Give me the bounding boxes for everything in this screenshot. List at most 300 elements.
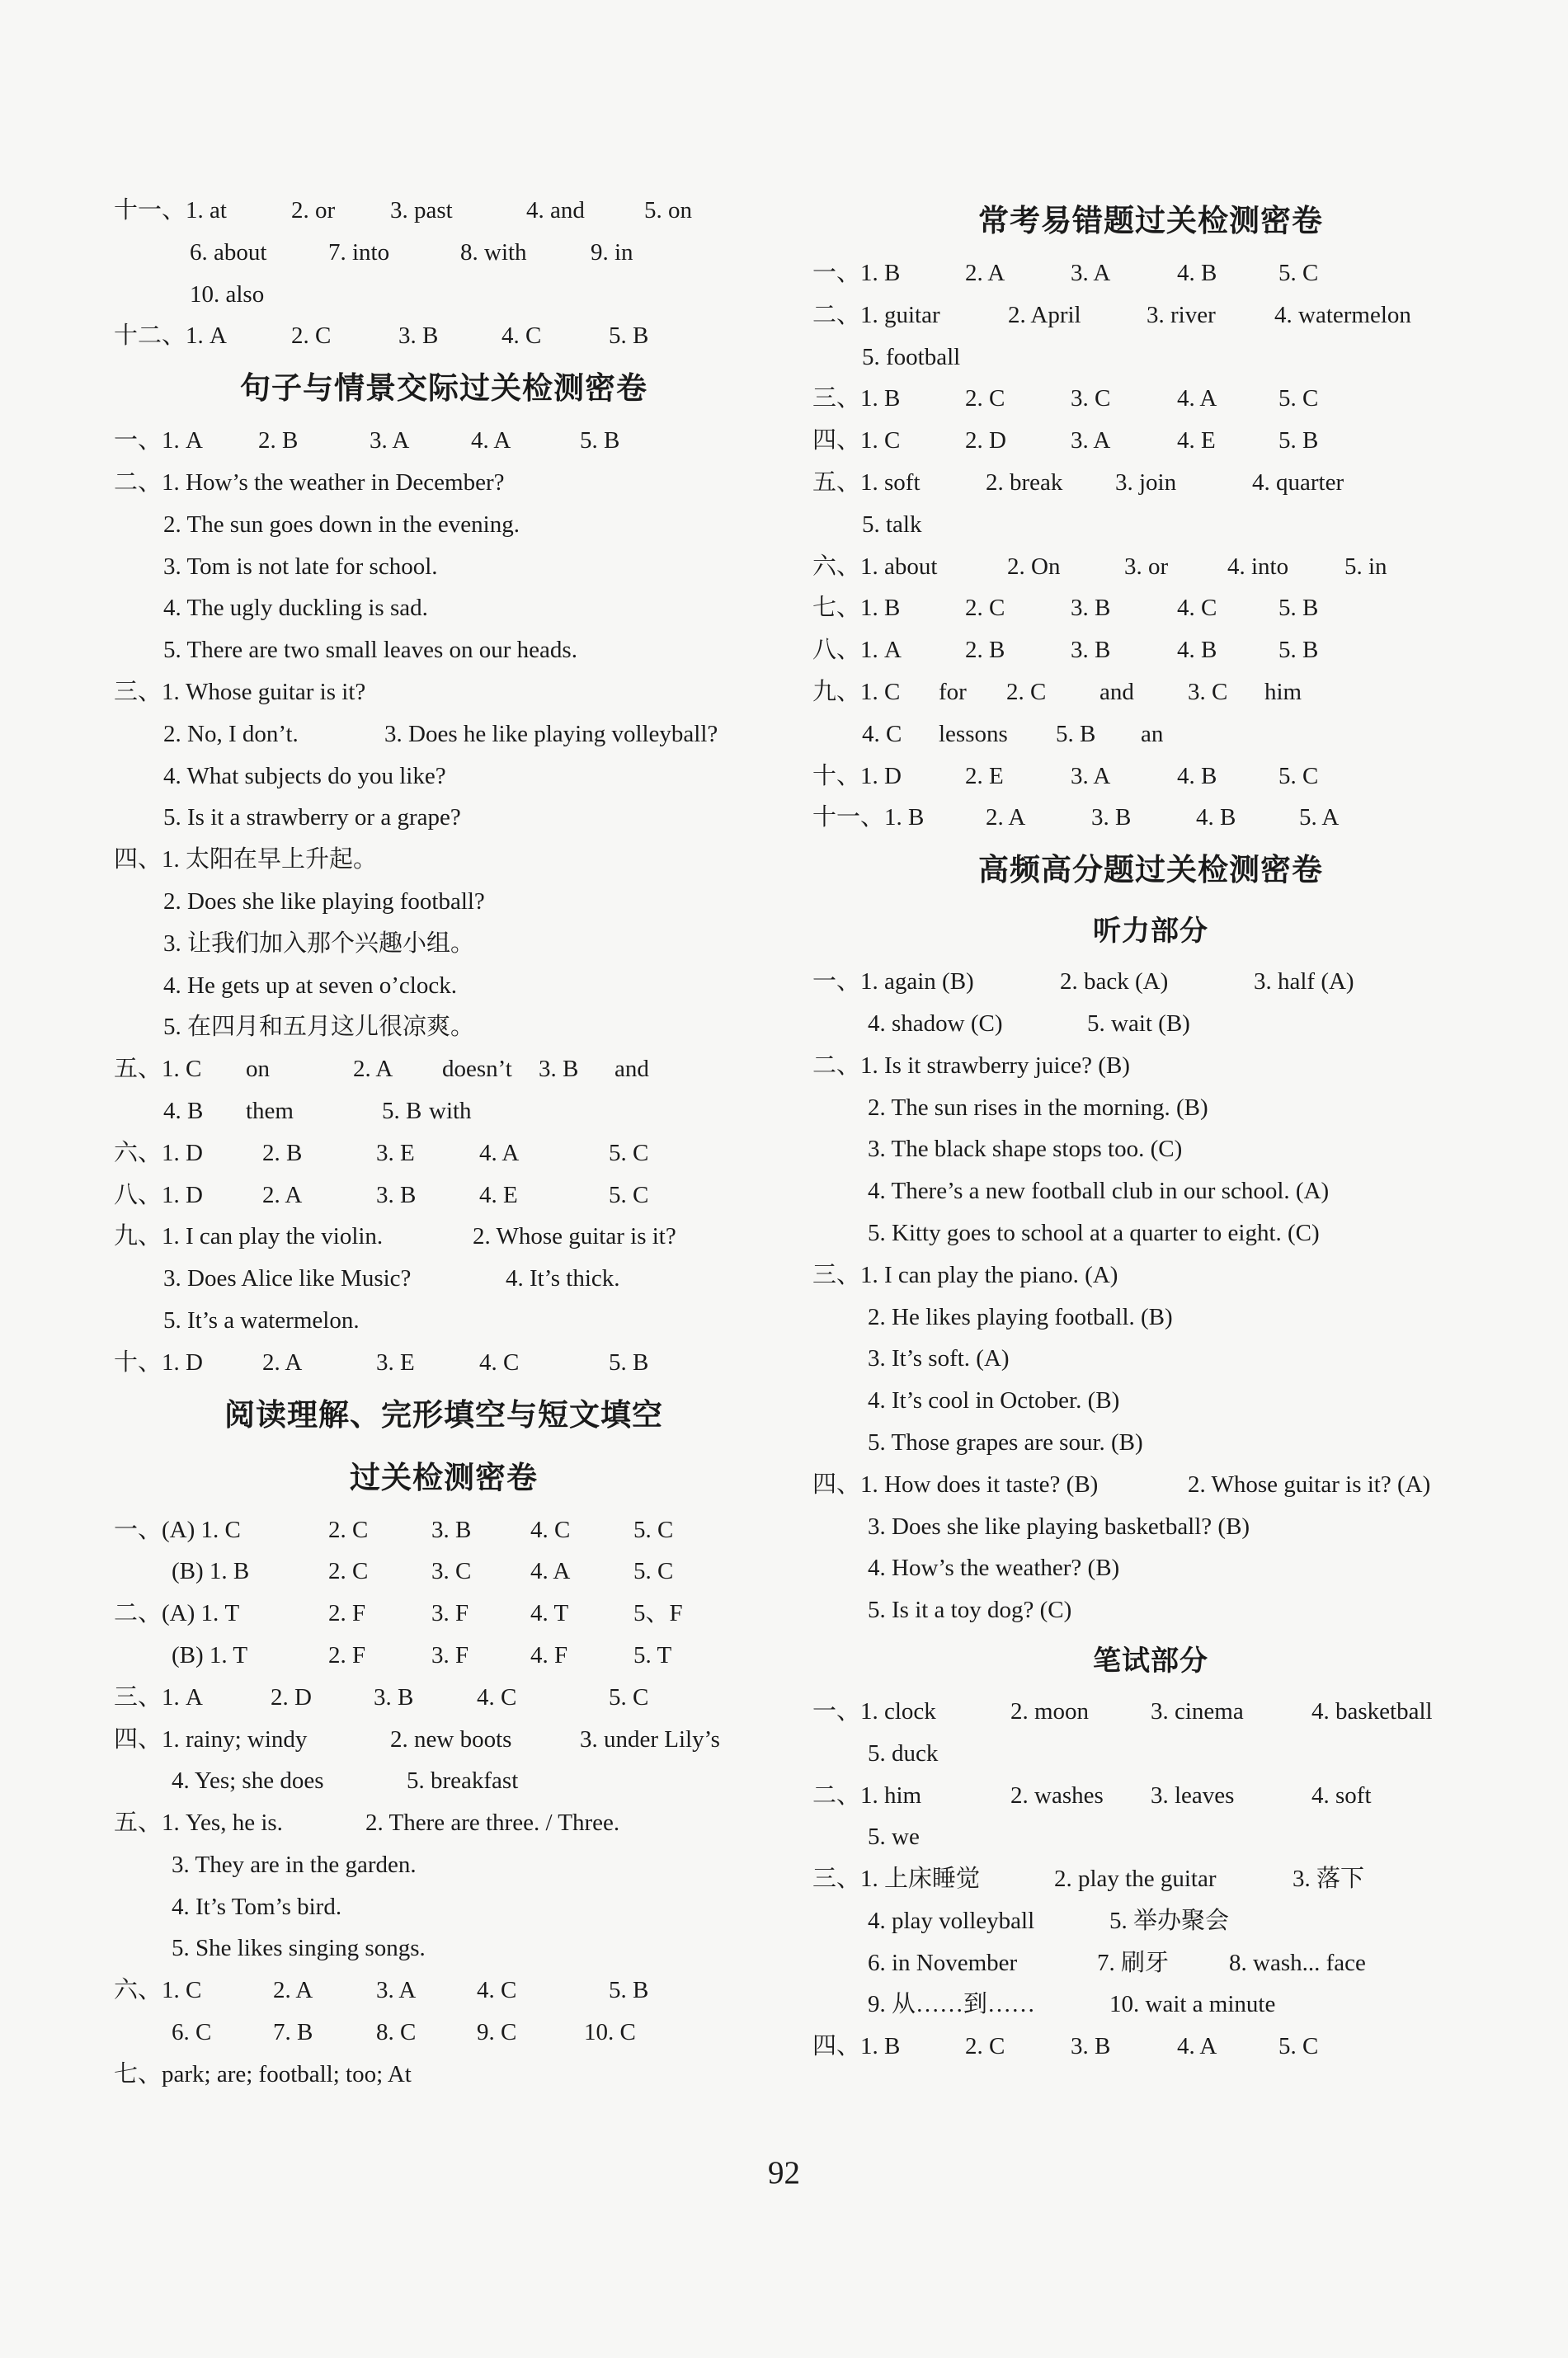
answer-item: 二、1. guitar	[812, 301, 940, 328]
answer-item: 4. C	[477, 1977, 517, 2004]
answer-line	[114, 1342, 774, 1384]
answer-line	[812, 420, 1489, 462]
answer-item: 4. C	[479, 1348, 520, 1376]
answer-item: 十二、1. A	[114, 322, 227, 350]
answer-item: 8. wash... face	[1229, 1949, 1366, 1976]
answer-line	[114, 755, 774, 798]
answer-item: 4. The ugly duckling is sad.	[163, 595, 428, 622]
answer-item: 4. T	[530, 1600, 569, 1627]
answer-item: 3. A	[1071, 260, 1111, 286]
answer-item: 2. A	[273, 1977, 313, 2004]
answer-item: 3. B	[374, 1683, 414, 1711]
answer-item: 2. or	[291, 197, 336, 224]
answer-item: 4. into	[1227, 553, 1289, 580]
answer-item: 3. B	[539, 1056, 579, 1083]
answer-item: 2. C	[1006, 678, 1047, 705]
answer-item: 5. C	[1278, 762, 1319, 789]
answer-item: 九、1. I can play the violin.	[114, 1223, 384, 1250]
answer-line	[812, 1003, 1489, 1045]
answer-item: 六、1. C	[114, 1977, 202, 2004]
answer-item: 3. A	[370, 427, 410, 454]
answer-line	[812, 587, 1489, 629]
answer-item: 七、park; are; football; too; At	[114, 2060, 412, 2087]
answer-item: 十、1. D	[812, 762, 902, 789]
answer-item: 2. C	[965, 595, 1005, 622]
answer-line	[114, 1927, 774, 1970]
answer-item: doesn’t	[442, 1056, 512, 1083]
answer-item: 4. C	[477, 1683, 517, 1711]
answer-item: 八、1. A	[812, 637, 902, 664]
section-heading: 常考易错题过关检测密卷	[978, 203, 1323, 238]
answer-line	[812, 462, 1489, 504]
answer-line	[812, 1858, 1489, 1900]
answer-item: 2. April	[1008, 301, 1081, 328]
answer-item: 4. There’s a new football club in our school. (A)	[868, 1178, 1330, 1205]
answer-line	[114, 1216, 774, 1258]
answer-item: 3. Does Alice like Music?	[163, 1265, 412, 1292]
answer-line	[114, 1258, 774, 1300]
answer-item: 4. C	[530, 1516, 571, 1543]
answer-item: 5. Is it a toy dog? (C)	[868, 1597, 1072, 1624]
answer-item: 5. B	[609, 1977, 649, 2004]
answer-line	[812, 1942, 1489, 1984]
answer-line	[114, 1090, 774, 1132]
right-column	[812, 190, 1489, 2068]
answer-item: 6. in November	[868, 1949, 1018, 1976]
answer-item: 2. F	[328, 1600, 366, 1627]
answer-item: 4. C	[501, 322, 542, 350]
answer-item: 3. past	[390, 197, 453, 224]
answer-line	[812, 1087, 1489, 1129]
answer-item: 4. How’s the weather? (B)	[868, 1555, 1120, 1582]
answer-item: 4. It’s thick.	[506, 1265, 620, 1292]
answer-item: 4. What subjects do you like?	[163, 762, 446, 789]
answer-item: 2. play the guitar	[1054, 1866, 1217, 1893]
answer-item: 2. washes	[1010, 1781, 1104, 1809]
answer-item: 五、1. soft	[812, 468, 921, 496]
answer-item: 3. B	[1071, 595, 1111, 622]
answer-item: 3. They are in the garden.	[172, 1851, 417, 1878]
answer-item: 二、1. him	[812, 1781, 922, 1809]
answer-line	[812, 671, 1489, 713]
answer-line	[114, 420, 774, 462]
answer-item: 十一、1. B	[812, 804, 925, 831]
answer-item: 10. C	[584, 2019, 636, 2046]
answer-item: 3. B	[398, 322, 439, 350]
answer-item: 5. B	[1278, 595, 1319, 622]
answer-line	[812, 1506, 1489, 1548]
answer-line	[812, 1254, 1489, 1297]
answer-item: 5. breakfast	[407, 1767, 519, 1795]
section-heading: 过关检测密卷	[350, 1459, 538, 1495]
answer-item: 四、1. How does it taste? (B)	[812, 1471, 1099, 1498]
section-heading: 句子与情景交际过关检测密卷	[240, 370, 647, 407]
answer-item: 2. No, I don’t.	[163, 720, 299, 747]
answer-line	[114, 546, 774, 588]
answer-line	[114, 587, 774, 629]
answer-item: 7. into	[328, 238, 390, 266]
answer-line	[114, 1677, 774, 1719]
answer-item: 8. with	[460, 238, 527, 266]
answer-item: 3. Does he like playing volleyball?	[384, 720, 718, 747]
answer-line	[812, 1045, 1489, 1087]
answer-item: 4. B	[1177, 260, 1217, 286]
answer-item: 五、1. C	[114, 1056, 202, 1083]
answer-item: 4. A	[1177, 2033, 1217, 2060]
answer-line	[812, 1589, 1489, 1631]
answer-item: 3. or	[1124, 553, 1169, 580]
answer-item: 4. Yes; she does	[172, 1767, 324, 1795]
answer-line	[812, 961, 1489, 1003]
answer-line	[114, 1886, 774, 1928]
answer-line	[812, 1900, 1489, 1942]
answer-line	[114, 713, 774, 755]
answer-item: 2. B	[965, 637, 1005, 664]
answer-line	[812, 713, 1489, 755]
answer-item: 3. A	[1071, 762, 1111, 789]
answer-item: 3. B	[1071, 637, 1111, 664]
left-column	[114, 190, 774, 2096]
answer-line	[812, 1422, 1489, 1464]
section-subheading: 听力部分	[1093, 915, 1208, 948]
answer-line	[114, 881, 774, 923]
answer-item: 5. T	[633, 1641, 672, 1668]
answer-line	[812, 337, 1489, 379]
answer-item: 一、1. clock	[812, 1697, 936, 1725]
answer-line	[114, 1174, 774, 1217]
answer-item: 5. Those grapes are sour. (B)	[868, 1428, 1143, 1456]
answer-line	[812, 1170, 1489, 1212]
answer-item: 3. C	[1188, 678, 1228, 705]
answer-line	[812, 629, 1489, 671]
answer-item: 二、1. How’s the weather in December?	[114, 468, 505, 496]
answer-item: 3. C	[1071, 385, 1111, 412]
answer-item: (B) 1. T	[172, 1641, 248, 1668]
answer-item: 9. C	[477, 2019, 517, 2046]
answer-item: 3. leaves	[1151, 1781, 1235, 1809]
answer-line	[114, 839, 774, 881]
answer-item: 5. A	[1299, 804, 1340, 831]
answer-item: 六、1. about	[812, 553, 938, 580]
answer-item: 2. E	[965, 762, 1004, 789]
answer-line	[812, 1984, 1489, 2026]
answer-item: on	[246, 1056, 270, 1083]
answer-item: 十、1. D	[114, 1348, 203, 1376]
answer-line	[114, 1132, 774, 1174]
answer-item: 4. F	[530, 1641, 568, 1668]
answer-item: 4. It’s Tom’s bird.	[172, 1893, 342, 1920]
answer-line	[812, 1464, 1489, 1506]
section-subheading: 笔试部分	[1093, 1644, 1208, 1678]
answer-item: him	[1264, 678, 1302, 705]
answer-item: 4. A	[1177, 385, 1217, 412]
answer-item: 4. B	[1196, 804, 1236, 831]
answer-item: 4. and	[526, 197, 585, 224]
answer-item: 3. E	[376, 1348, 415, 1376]
answer-item: 2. C	[965, 2033, 1005, 2060]
answer-item: 5. C	[609, 1181, 649, 1208]
answer-line	[114, 190, 774, 232]
answer-item: 七、1. B	[812, 595, 901, 622]
answer-item: 2. A	[965, 260, 1005, 286]
answer-item: 2. B	[262, 1139, 303, 1166]
answer-item: 4. watermelon	[1274, 301, 1411, 328]
answer-item: 一、1. B	[812, 260, 901, 286]
answer-item: 3. under Lily’s	[580, 1725, 720, 1753]
answer-item: 3. half (A)	[1254, 968, 1354, 995]
answer-line	[114, 1635, 774, 1677]
answer-item: 2. A	[262, 1181, 303, 1208]
answer-item: 5. B	[382, 1097, 422, 1124]
answer-line	[812, 1212, 1489, 1254]
section-heading: 高频高分题过关检测密卷	[978, 852, 1323, 888]
answer-item: 10. also	[190, 280, 265, 308]
answer-item: (B) 1. B	[172, 1558, 250, 1585]
answer-line	[812, 1816, 1489, 1858]
answer-item: 5. C	[633, 1516, 674, 1543]
answer-line	[114, 1593, 774, 1635]
answer-item: 3. The black shape stops too. (C)	[868, 1136, 1183, 1163]
answer-item: 4. E	[479, 1181, 518, 1208]
answer-line	[114, 1048, 774, 1090]
answer-item: 4. A	[471, 427, 511, 454]
answer-item: 3. B	[376, 1181, 417, 1208]
answer-item: 四、1. C	[812, 427, 901, 454]
answer-item: 3. B	[1091, 804, 1132, 831]
answer-item: 2. C	[291, 322, 332, 350]
answer-item: 九、1. C	[812, 678, 901, 705]
answer-line	[114, 1006, 774, 1048]
answer-item: 2. C	[328, 1516, 369, 1543]
answer-item: 3. E	[376, 1139, 415, 1166]
answer-item: 2. On	[1007, 553, 1061, 580]
answer-item: 2. D	[271, 1683, 312, 1711]
answer-item: 三、1. Whose guitar is it?	[114, 678, 366, 705]
answer-line	[114, 274, 774, 316]
answer-item: 2. B	[258, 427, 299, 454]
answer-item: 2. He likes playing football. (B)	[868, 1303, 1173, 1330]
answer-item: 四、1. rainy; windy	[114, 1725, 308, 1753]
answer-item: 3. F	[431, 1641, 469, 1668]
answer-line	[812, 1128, 1489, 1170]
answer-item: 2. C	[328, 1558, 369, 1585]
answer-line	[812, 1733, 1489, 1775]
answer-item: 六、1. D	[114, 1139, 203, 1166]
answer-item: 四、1. 太阳在早上升起。	[114, 846, 378, 873]
answer-item: 四、1. B	[812, 2033, 901, 2060]
answer-item: 三、1. A	[114, 1683, 203, 1711]
answer-item: 2. Whose guitar is it?	[473, 1223, 676, 1250]
answer-item: 3. Does she like playing basketball? (B)	[868, 1513, 1250, 1540]
answer-line	[812, 1338, 1489, 1380]
answer-item: 5. Kitty goes to school at a quarter to eight. (C)	[868, 1219, 1320, 1246]
answer-line	[812, 252, 1489, 294]
answer-item: 5. She likes singing songs.	[172, 1935, 426, 1962]
answer-item: 2. new boots	[390, 1725, 512, 1753]
answer-line	[812, 1547, 1489, 1589]
answer-item: 一、1. again (B)	[812, 968, 974, 995]
answer-item: for	[939, 678, 967, 705]
answer-item: 二、(A) 1. T	[114, 1600, 240, 1627]
answer-line	[812, 1775, 1489, 1817]
answer-line	[114, 671, 774, 713]
answer-item: 4. soft	[1311, 1781, 1372, 1809]
answer-item: 2. F	[328, 1641, 366, 1668]
answer-item: 4. shadow (C)	[868, 1010, 1003, 1037]
answer-item: 3. C	[431, 1558, 472, 1585]
answer-item: 五、1. Yes, he is.	[114, 1810, 283, 1837]
answer-line	[812, 294, 1489, 337]
answer-item: 6. C	[172, 2019, 212, 2046]
answer-item: 2. break	[986, 468, 1063, 496]
answer-item: 5. wait (B)	[1087, 1010, 1190, 1037]
answer-line	[114, 797, 774, 839]
answer-item: 10. wait a minute	[1109, 1991, 1276, 2018]
answer-line	[114, 315, 774, 357]
answer-item: 5. B	[580, 427, 620, 454]
answer-item: 3. 让我们加入那个兴趣小组。	[163, 930, 475, 957]
answer-line	[114, 232, 774, 274]
answer-item: an	[1141, 720, 1164, 747]
answer-item: 5. B	[1278, 637, 1319, 664]
answer-item: 2. There are three. / Three.	[365, 1810, 620, 1837]
answer-item: 5. B	[1056, 720, 1096, 747]
answer-item: 2. Does she like playing football?	[163, 887, 485, 915]
answer-item: 5. B	[609, 1348, 649, 1376]
answer-line	[812, 797, 1489, 839]
answer-line	[114, 2054, 774, 2096]
answer-line	[114, 462, 774, 504]
answer-item: 2. D	[965, 427, 1006, 454]
answer-item: 4. quarter	[1252, 468, 1344, 496]
answer-line	[812, 1691, 1489, 1733]
answer-item: 5. 在四月和五月这儿很凉爽。	[163, 1014, 475, 1041]
answer-item: 4. B	[1177, 637, 1217, 664]
answer-line	[114, 629, 774, 671]
page-number: 92	[768, 2155, 800, 2191]
answer-item: 三、1. B	[812, 385, 901, 412]
answer-line	[114, 965, 774, 1007]
answer-item: 5. C	[609, 1683, 649, 1711]
answer-item: 4. C	[862, 720, 902, 747]
answer-line	[812, 378, 1489, 420]
answer-item: 2. moon	[1010, 1697, 1090, 1725]
answer-line	[114, 1802, 774, 1844]
answer-item: 2. back (A)	[1060, 968, 1169, 995]
answer-item: 4. A	[530, 1558, 571, 1585]
answer-item: 3. F	[431, 1600, 469, 1627]
answer-item: 5. B	[609, 322, 649, 350]
answer-line	[114, 1719, 774, 1761]
answer-item: 2. C	[965, 385, 1005, 412]
answer-item: 7. B	[273, 2019, 313, 2046]
answer-line	[114, 1970, 774, 2012]
answer-line	[812, 2026, 1489, 2068]
answer-item: lessons	[939, 720, 1008, 747]
answer-item: 2. Whose guitar is it? (A)	[1188, 1471, 1431, 1498]
answer-item: 4. A	[479, 1139, 520, 1166]
answer-item: 2. A	[353, 1056, 393, 1083]
answer-item: 5. duck	[868, 1739, 939, 1767]
answer-item: 3. A	[376, 1977, 417, 2004]
answer-item: 6. about	[190, 238, 267, 266]
answer-item: 5、F	[633, 1600, 683, 1627]
answer-item: 2. A	[986, 804, 1026, 831]
answer-item: 3. B	[1071, 2033, 1111, 2060]
answer-line	[114, 504, 774, 546]
section-heading: 阅读理解、完形填空与短文填空	[224, 1396, 663, 1433]
answer-line	[114, 2012, 774, 2054]
answer-item: 4. B	[1177, 762, 1217, 789]
answer-item: and	[614, 1056, 649, 1083]
answer-item: with	[429, 1097, 472, 1124]
answer-item: 5. C	[1278, 2033, 1319, 2060]
answer-line	[812, 546, 1489, 588]
answer-line	[812, 755, 1489, 798]
answer-line	[114, 1300, 774, 1342]
answer-item: 9. 从……到……	[868, 1991, 1036, 2018]
answer-item: 三、1. I can play the piano. (A)	[812, 1261, 1118, 1288]
answer-item: 4. B	[163, 1097, 204, 1124]
answer-item: 一、(A) 1. C	[114, 1516, 241, 1543]
answer-item: 8. C	[376, 2019, 417, 2046]
answer-item: 3. 落下	[1293, 1866, 1365, 1893]
answer-item: 3. A	[1071, 427, 1111, 454]
answer-item: 3. river	[1147, 301, 1216, 328]
answer-line	[114, 1844, 774, 1886]
answer-item: 5. C	[1278, 385, 1319, 412]
answer-line	[114, 923, 774, 965]
answer-item: 4. It’s cool in October. (B)	[868, 1387, 1120, 1414]
answer-item: 3. cinema	[1151, 1697, 1244, 1725]
answer-item: 3. B	[431, 1516, 472, 1543]
answer-item: 5. It’s a watermelon.	[163, 1306, 360, 1334]
answer-line	[812, 1380, 1489, 1422]
answer-line	[114, 1509, 774, 1551]
answer-line	[812, 1297, 1489, 1339]
answer-item: 5. in	[1344, 553, 1387, 580]
answer-item: 4. He gets up at seven o’clock.	[163, 972, 457, 999]
answer-item: 八、1. D	[114, 1181, 203, 1208]
answer-item: 4. basketball	[1311, 1697, 1433, 1725]
answer-line	[114, 1760, 774, 1802]
answer-item: 2. The sun rises in the morning. (B)	[868, 1094, 1208, 1121]
answer-item: 三、1. 上床睡觉	[812, 1866, 981, 1893]
answer-item: 2. The sun goes down in the evening.	[163, 511, 520, 538]
answer-item: 3. Tom is not late for school.	[163, 553, 438, 580]
answer-item: 一、1. A	[114, 427, 203, 454]
answer-item: 5. C	[633, 1558, 674, 1585]
answer-item: 4. C	[1177, 595, 1217, 622]
answer-item: 9. in	[591, 238, 633, 266]
answer-item: 5. football	[862, 343, 961, 370]
answer-item: 5. on	[644, 197, 692, 224]
answer-item: 5. There are two small leaves on our heads.	[163, 637, 577, 664]
answer-item: 5. we	[868, 1824, 920, 1851]
answer-item: 2. A	[262, 1348, 303, 1376]
answer-item: 5. B	[1278, 427, 1319, 454]
answer-line	[812, 504, 1489, 546]
answer-item: 7. 刷牙	[1097, 1949, 1170, 1976]
answer-item: and	[1099, 678, 1134, 705]
answer-item: 5. 举办聚会	[1109, 1907, 1230, 1934]
answer-line	[114, 1551, 774, 1593]
answer-item: 二、1. Is it strawberry juice? (B)	[812, 1052, 1130, 1079]
answer-item: 3. join	[1115, 468, 1177, 496]
answer-item: 4. E	[1177, 427, 1216, 454]
answer-item: 4. play volleyball	[868, 1907, 1035, 1934]
answer-item: them	[246, 1097, 294, 1124]
